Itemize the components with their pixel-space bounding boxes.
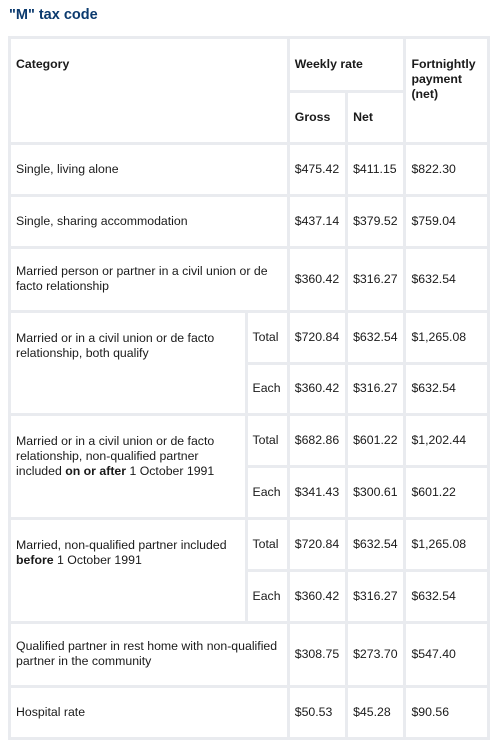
each-label: Each	[248, 572, 287, 621]
fortnightly-cell: $601.22	[406, 468, 487, 517]
net-cell: $316.27	[348, 572, 403, 621]
page-title: "M" tax code	[9, 7, 98, 23]
gross-cell: $360.42	[290, 365, 345, 414]
category-emphasis: on or after	[65, 464, 127, 479]
category-cell	[11, 520, 245, 621]
category-cell: Married or in a civil union or de facto relationship, both qualify	[11, 313, 245, 414]
header-category: Category	[11, 39, 287, 142]
category-text: 1 October 1991	[53, 553, 142, 568]
fortnightly-cell: $1,202.44	[406, 416, 487, 465]
gross-cell: $50.53	[290, 688, 345, 737]
category-cell: Single, living alone	[11, 145, 287, 194]
category-cell	[11, 416, 245, 517]
gross-cell: $720.84	[290, 520, 345, 569]
total-label: Total	[248, 416, 287, 465]
category-emphasis: before	[16, 553, 54, 568]
table-row	[11, 197, 487, 246]
fortnightly-cell: $759.04	[406, 197, 487, 246]
fortnightly-cell: $632.54	[406, 365, 487, 414]
net-cell: $632.54	[348, 313, 403, 362]
gross-cell: $720.84	[290, 313, 345, 362]
table-row	[11, 416, 487, 465]
category-cell: Qualified partner in rest home with non-qualified partner in the community	[11, 624, 287, 685]
header-weekly-rate: Weekly rate	[290, 39, 404, 90]
gross-cell: $360.42	[290, 572, 345, 621]
table-row	[11, 249, 487, 310]
net-cell: $273.70	[348, 624, 403, 685]
category-text: Married, non-qualified partner included	[16, 538, 227, 553]
fortnightly-cell: $632.54	[406, 572, 487, 621]
fortnightly-cell: $822.30	[406, 145, 487, 194]
gross-cell: $437.14	[290, 197, 345, 246]
table-row	[11, 520, 487, 569]
table-row	[11, 145, 487, 194]
fortnightly-cell: $1,265.08	[406, 313, 487, 362]
header-row	[11, 39, 487, 90]
category-text: Married or in a civil union or de facto relationship, non-qualified partner included	[16, 434, 215, 479]
net-cell: $601.22	[348, 416, 403, 465]
net-cell: $316.27	[348, 249, 403, 310]
category-cell: Hospital rate	[11, 688, 287, 737]
gross-cell: $341.43	[290, 468, 345, 517]
net-cell: $632.54	[348, 520, 403, 569]
table-row	[11, 624, 487, 685]
net-cell: $300.61	[348, 468, 403, 517]
m-tax-code-table	[8, 36, 490, 740]
net-cell: $316.27	[348, 365, 403, 414]
total-label: Total	[248, 313, 287, 362]
category-cell: Married person or partner in a civil union or de facto relationship	[11, 249, 287, 310]
each-label: Each	[248, 468, 287, 517]
category-text: 1 October 1991	[126, 464, 215, 479]
table-row	[11, 313, 487, 362]
fortnightly-cell: $547.40	[406, 624, 487, 685]
net-cell: $45.28	[348, 688, 403, 737]
category-cell: Single, sharing accommodation	[11, 197, 287, 246]
gross-cell: $682.86	[290, 416, 345, 465]
gross-cell: $360.42	[290, 249, 345, 310]
fortnightly-cell: $632.54	[406, 249, 487, 310]
fortnightly-cell: $1,265.08	[406, 520, 487, 569]
table-row	[11, 688, 487, 737]
each-label: Each	[248, 365, 287, 414]
header-gross: Gross	[290, 93, 345, 142]
net-cell: $411.15	[348, 145, 403, 194]
fortnightly-cell: $90.56	[406, 688, 487, 737]
net-cell: $379.52	[348, 197, 403, 246]
header-net: Net	[348, 93, 403, 142]
gross-cell: $475.42	[290, 145, 345, 194]
gross-cell: $308.75	[290, 624, 345, 685]
header-fortnightly-payment: Fortnightly payment (net)	[406, 39, 487, 142]
total-label: Total	[248, 520, 287, 569]
